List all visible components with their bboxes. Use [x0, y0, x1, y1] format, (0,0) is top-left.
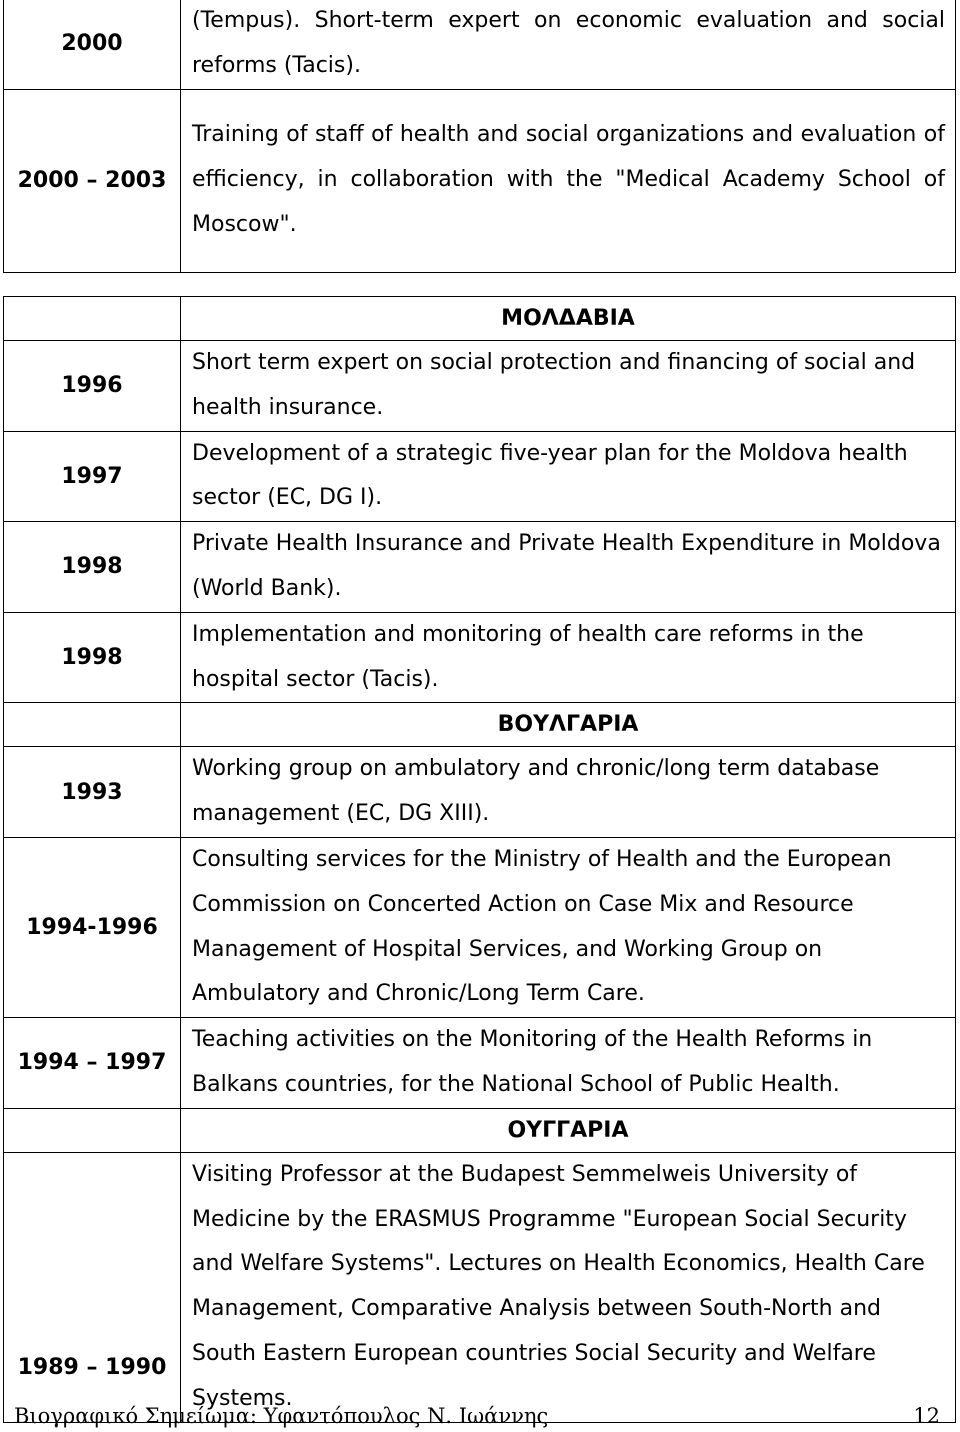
description-cell: Development of a strategic five-year plan for the Moldova health sector (EC, DG I).	[181, 431, 956, 522]
description-cell: Short term expert on social protection and financing of social and health insurance.	[181, 341, 956, 432]
year-cell: 1998	[4, 522, 181, 613]
year-cell: 1997	[4, 431, 181, 522]
country-heading: ΟΥΓΓΑΡΙΑ	[181, 1108, 956, 1152]
table-row	[4, 612, 956, 703]
table-row	[4, 431, 956, 522]
table-row	[4, 1018, 956, 1109]
section-heading-row	[4, 297, 956, 341]
year-cell: 2000 – 2003	[4, 89, 181, 272]
table-row	[4, 89, 956, 272]
table-row	[4, 747, 956, 838]
section-heading-row	[4, 703, 956, 747]
table-row	[4, 522, 956, 613]
country-heading: ΒΟΥΛΓΑΡΙΑ	[181, 703, 956, 747]
year-cell-empty	[4, 703, 181, 747]
year-cell-empty	[4, 297, 181, 341]
table-row	[4, 341, 956, 432]
year-cell: 1996	[4, 341, 181, 432]
section-heading-row	[4, 1108, 956, 1152]
year-cell: 1998	[4, 612, 181, 703]
footer-title: Βιογραφικό Σημείωμα: Υφαντόπουλος Ν. Ιωάννης	[14, 1404, 549, 1428]
year-cell: 1994 – 1997	[4, 1018, 181, 1109]
year-cell-empty	[4, 1108, 181, 1152]
description-cell: Working group on ambulatory and chronic/long term database management (EC, DG XIII).	[181, 747, 956, 838]
country-heading: ΜΟΛΔΑΒΙΑ	[181, 297, 956, 341]
year-cell: 1994-1996	[4, 837, 181, 1017]
table-row	[4, 1152, 956, 1422]
year-cell: 1989 – 1990	[4, 1152, 181, 1422]
description-cell: Visiting Professor at the Budapest Semmelweis University of Medicine by the ERASMUS Programme "European Social Security and Welfare Systems". Lectures on Health Economics, Health Care Management, Comparative Analysis between South-North and South Eastern European countries Social Security and Welfare Systems.	[181, 1152, 956, 1422]
table-row	[4, 837, 956, 1017]
description-cell: (Tempus). Short-term expert on economic evaluation and social reforms (Tacis).	[181, 0, 956, 89]
description-cell: Teaching activities on the Monitoring of the Health Reforms in Balkans countries, for the National School of Public Health.	[181, 1018, 956, 1109]
description-cell: Consulting services for the Ministry of Health and the European Commission on Concerted Action on Case Mix and Resource Management of Hospital Services, and Working Group on Ambulatory and Chronic/Long Term Care.	[181, 837, 956, 1017]
description-cell: Private Health Insurance and Private Health Expenditure in Moldova (World Bank).	[181, 522, 956, 613]
page-number: 12	[913, 1404, 940, 1428]
description-cell: Implementation and monitoring of health care reforms in the hospital sector (Tacis).	[181, 612, 956, 703]
table-row	[4, 0, 956, 89]
page-footer	[14, 1404, 940, 1428]
cv-table-countries	[3, 296, 956, 1423]
year-cell: 1993	[4, 747, 181, 838]
description-cell: Training of staff of health and social organizations and evaluation of efficiency, in collaboration with the "Medical Academy School of Moscow".	[181, 89, 956, 272]
cv-table-top	[3, 0, 956, 273]
year-cell: 2000	[4, 0, 181, 89]
